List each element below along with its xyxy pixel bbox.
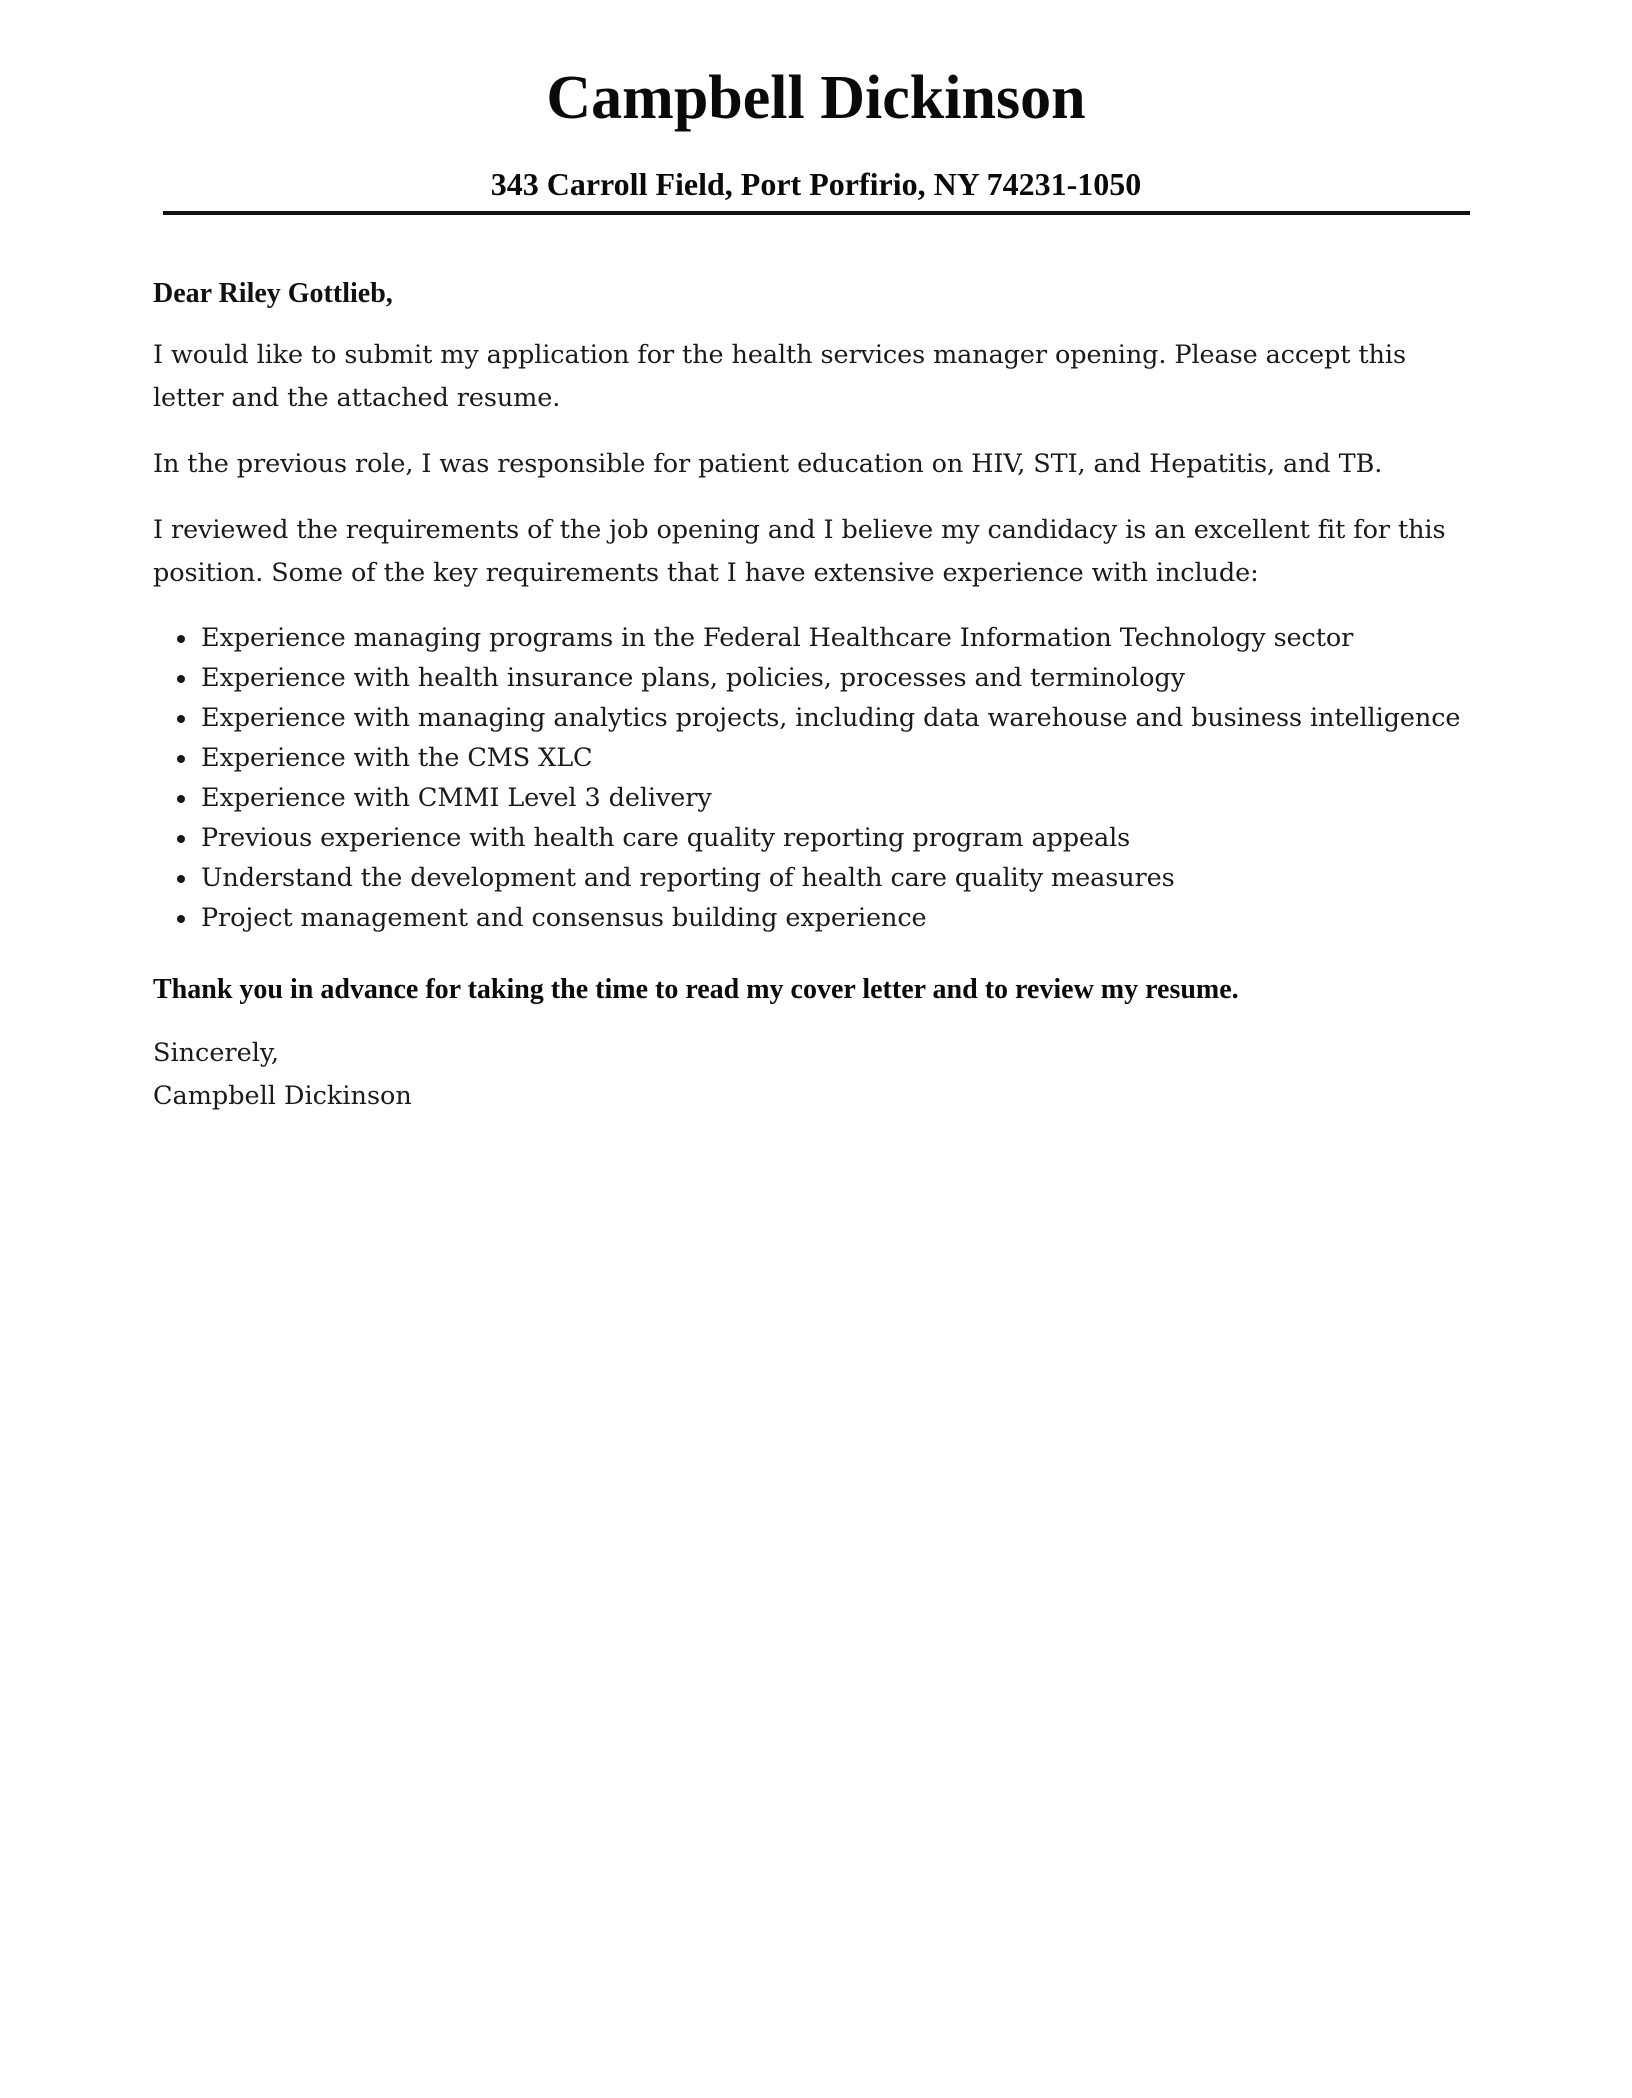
list-item-text: Experience managing programs in the Federal Healthcare Information Technology sector bbox=[201, 623, 1354, 653]
list-item-text: Previous experience with health care quality reporting program appeals bbox=[201, 823, 1131, 853]
list-item bbox=[153, 738, 1473, 778]
list-item-text: Experience with health insurance plans, policies, processes and terminology bbox=[201, 663, 1185, 693]
previous-role-paragraph: In the previous role, I was responsible for patient education on HIV, STI, and Hepatitis, and TB. bbox=[153, 449, 1383, 479]
closing-line: Thank you in advance for taking the time to read my cover letter and to review my resume. bbox=[153, 974, 1239, 1005]
requirements-list bbox=[153, 618, 1473, 938]
list-item-text: Experience with CMMI Level 3 delivery bbox=[201, 783, 712, 813]
header-divider bbox=[163, 211, 1470, 215]
list-item bbox=[153, 898, 1473, 938]
list-item bbox=[153, 618, 1473, 658]
bullet-icon bbox=[177, 635, 185, 643]
list-item-text: Project management and consensus building experience bbox=[201, 903, 927, 933]
list-item bbox=[153, 698, 1473, 738]
list-item bbox=[153, 858, 1473, 898]
list-item bbox=[153, 658, 1473, 698]
sender-address: 343 Carroll Field, Port Porfirio, NY 74231-1050 bbox=[490, 166, 1142, 202]
signature-name: Campbell Dickinson bbox=[153, 1081, 412, 1111]
salutation: Dear Riley Gottlieb, bbox=[153, 278, 393, 309]
bullet-icon bbox=[177, 875, 185, 883]
bullet-icon bbox=[177, 915, 185, 923]
letter-body bbox=[153, 272, 1473, 1118]
intro-paragraph: I would like to submit my application for the health services manager opening. Please accept this letter and the attached resume. bbox=[153, 340, 1406, 413]
list-item bbox=[153, 778, 1473, 818]
bullet-icon bbox=[177, 715, 185, 723]
bullet-icon bbox=[177, 835, 185, 843]
sender-name: Campbell Dickinson bbox=[546, 64, 1086, 132]
bullet-icon bbox=[177, 675, 185, 683]
list-item-text: Experience with the CMS XLC bbox=[201, 743, 593, 773]
signoff: Sincerely, bbox=[153, 1038, 279, 1068]
list-item bbox=[153, 818, 1473, 858]
list-item-text: Experience with managing analytics projects, including data warehouse and business intelligence bbox=[201, 703, 1461, 733]
bullet-icon bbox=[177, 795, 185, 803]
requirements-intro-paragraph: I reviewed the requirements of the job opening and I believe my candidacy is an excellent fit for this position. Some of the key requirements that I have extensive experience with include: bbox=[153, 515, 1446, 588]
bullet-icon bbox=[177, 755, 185, 763]
list-item-text: Understand the development and reporting of health care quality measures bbox=[201, 863, 1175, 893]
